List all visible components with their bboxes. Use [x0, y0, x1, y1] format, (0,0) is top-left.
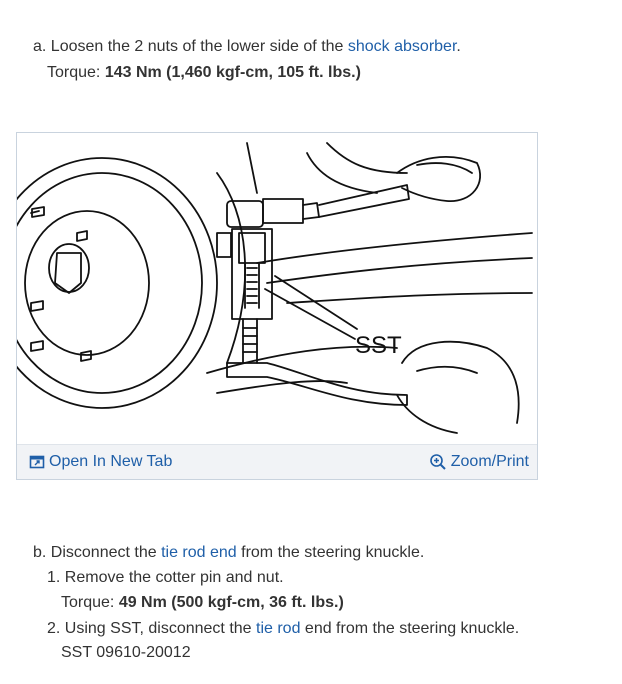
step-b-text	[33, 543, 424, 563]
zoom-print-label: Zoom/Print	[450, 453, 529, 470]
step-b-sub2	[47, 619, 519, 639]
step-a-suffix: .	[456, 38, 461, 55]
step-a-text	[33, 37, 461, 57]
torque-value-b: 49 Nm (500 kgf-cm, 36 ft. lbs.)	[118, 594, 344, 611]
brake-disc-tie-rod-illustration[interactable]	[17, 133, 537, 445]
illustration-figure	[16, 132, 538, 480]
step-b-sub1: 1. Remove the cotter pin and nut.	[47, 569, 284, 586]
sst-callout: SST	[355, 332, 402, 359]
torque-label: Torque:	[47, 64, 105, 81]
step-b-sub2-suffix: end from the steering knuckle.	[300, 620, 520, 637]
torque-value: 143 Nm (1,460 kgf-cm, 105 ft. lbs.)	[104, 64, 361, 81]
step-b-suffix: from the steering knuckle.	[236, 544, 425, 561]
tie-rod-link[interactable]: tie rod	[256, 620, 301, 637]
sst-number: SST 09610-20012	[61, 644, 191, 661]
step-b-torque	[61, 593, 344, 613]
step-b-prefix: b. Disconnect the	[33, 544, 162, 561]
figure-toolbar	[17, 444, 537, 479]
step-b-sub2-prefix: 2. Using SST, disconnect the	[47, 620, 256, 637]
open-new-tab-icon	[29, 454, 45, 470]
step-a-prefix: a. Loosen the 2 nuts of the lower side of the	[33, 38, 348, 55]
open-new-tab-button[interactable]	[29, 453, 172, 471]
zoom-print-button[interactable]	[429, 453, 529, 471]
tie-rod-end-link[interactable]: tie rod end	[161, 544, 237, 561]
step-a-torque	[47, 63, 361, 83]
torque-label-b: Torque:	[61, 594, 119, 611]
open-new-tab-label: Open In New Tab	[49, 453, 173, 470]
shock-absorber-link[interactable]: shock absorber	[347, 38, 457, 55]
zoom-in-icon	[429, 453, 447, 471]
